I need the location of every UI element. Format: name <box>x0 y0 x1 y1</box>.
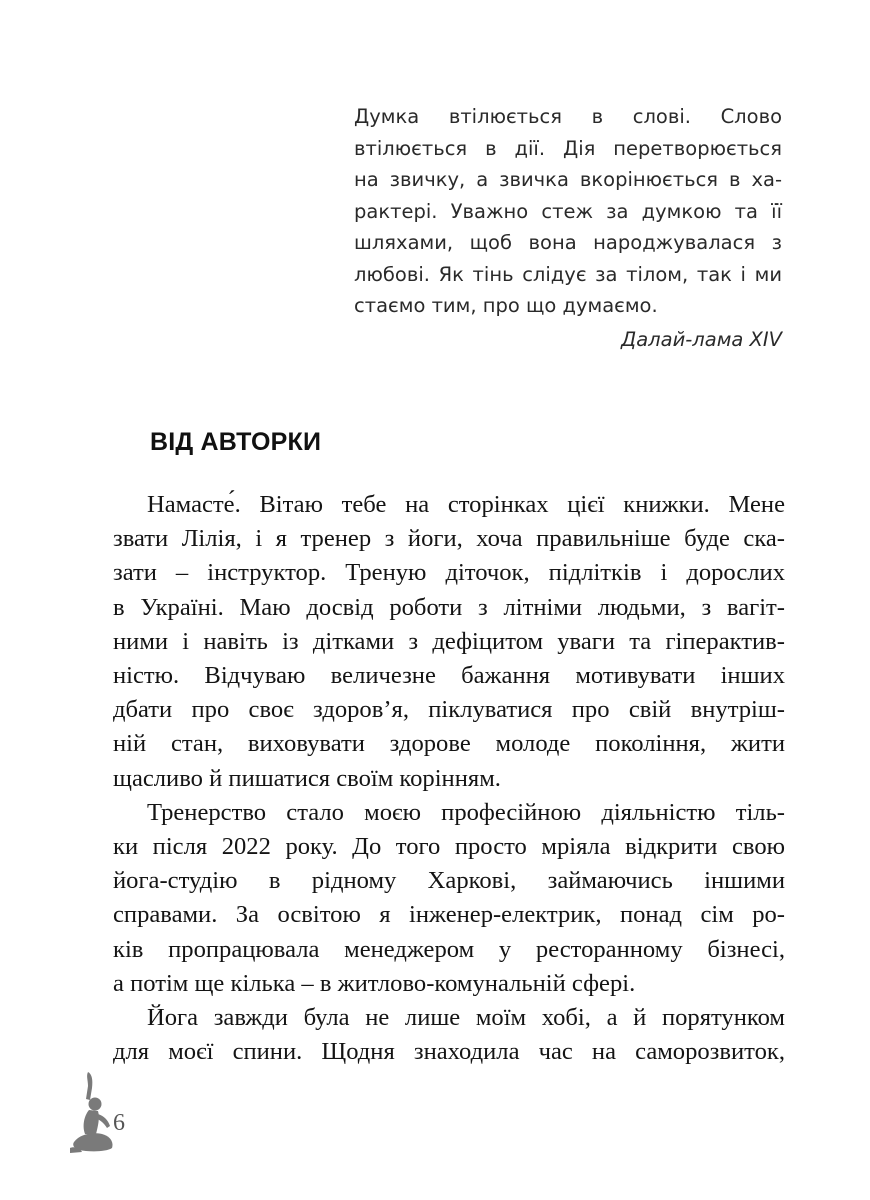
text-line: справами. За освітою я інженер-електрик, понад сім ро- <box>113 901 785 929</box>
text-line: Йога завжди була не лише моїм хобі, а й порятунком <box>147 1004 785 1032</box>
text-line: зати – інструктор. Треную діточок, підлітків і дорослих <box>113 559 785 587</box>
epigraph-line: стаємо тим, про що думаємо. <box>354 294 658 317</box>
epigraph-line: любові. Як тінь слідує за тілом, так і ми <box>354 262 782 286</box>
epigraph-line: втілюється в дії. Дія перетворюється <box>354 136 782 160</box>
text-line: ній стан, виховувати здорове молоде покоління, жити <box>113 730 785 758</box>
paragraph <box>113 796 785 1001</box>
text-line: Тренерство стало моєю професійною діяльністю тіль- <box>147 798 785 826</box>
paragraph <box>113 1001 785 1069</box>
text-line: звати Лілія, і я тренер з йоги, хоча правильніше буде ска- <box>113 525 785 553</box>
epigraph-line: шляхами, щоб вона народжувалася з <box>354 231 782 254</box>
epigraph-line: Думка втілюється в слові. Слово <box>354 105 782 128</box>
text-line: дбати про своє здоров’я, піклуватися про свій внутріш- <box>113 696 785 724</box>
section-heading: ВІД АВТОРКИ <box>150 428 322 456</box>
text-line: ки після 2022 року. До того просто мріяла відкрити свою <box>113 833 785 861</box>
paragraph <box>113 488 785 796</box>
epigraph-author: Далай-лама XIV <box>620 327 782 351</box>
text-line: для моєї спини. Щодня знаходила час на саморозвиток, <box>113 1038 785 1066</box>
text-line: йога-студію в рідному Харкові, займаючись іншими <box>113 867 785 895</box>
epigraph-line: на звичку, а звичка вкорінюється в ха- <box>354 168 782 191</box>
yoga-pose-icon <box>62 1068 142 1158</box>
text-line: ків пропрацювала менеджером у ресторанному бізнесі, <box>113 935 785 963</box>
text-line: ними і навіть із дітками з дефіцитом уваги та гіперактив- <box>113 627 785 655</box>
text-line: в Україні. Маю досвід роботи з літніми людьми, з вагіт- <box>113 593 785 621</box>
epigraph-line: рактері. Уважно стеж за думкою та її <box>354 199 782 223</box>
text-line: щасливо й пишатися своїм корінням. <box>113 764 501 792</box>
text-line: ністю. Відчуваю величезне бажання мотивувати інших <box>113 662 785 690</box>
page-number: 6 <box>113 1110 125 1136</box>
body-text <box>113 488 785 1069</box>
text-line: Намасте́. Вітаю тебе на сторінках цієї книжки. Мене <box>147 491 785 518</box>
text-line: а потім ще кілька – в житлово-комунальній сфері. <box>113 969 636 997</box>
epigraph <box>354 101 782 355</box>
